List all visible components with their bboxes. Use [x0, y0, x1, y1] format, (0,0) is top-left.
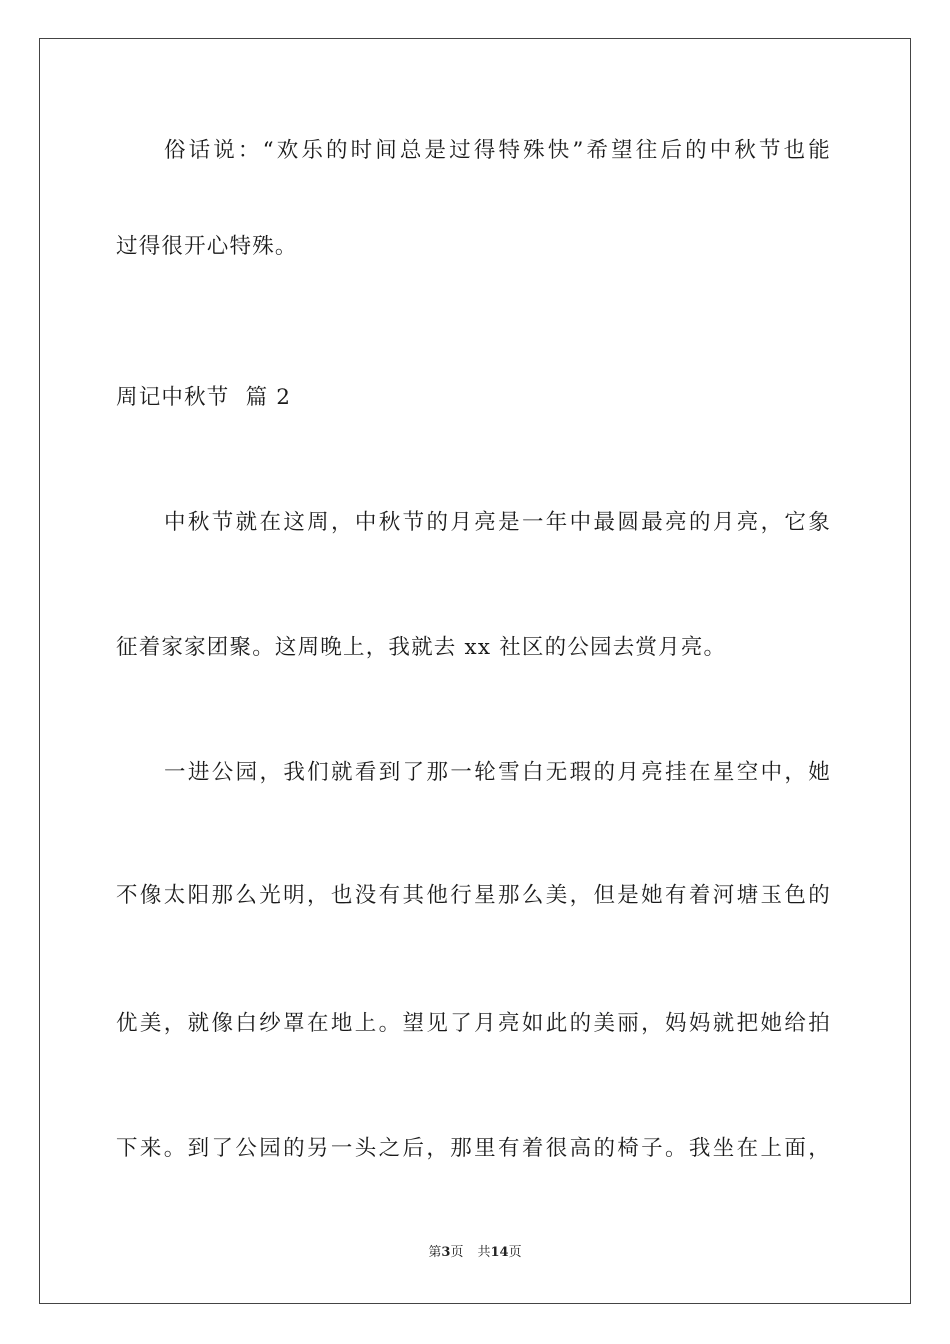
page-suffix: 页 [450, 1245, 464, 1260]
page-footer [0, 1244, 950, 1262]
paragraph-line: 不像太阳那么光明，也没有其他行星那么美，但是她有着河塘玉色的 [116, 883, 831, 908]
paragraph-line: 优美，就像白纱罩在地上。望见了月亮如此的美丽，妈妈就把她给拍 [116, 1011, 831, 1036]
total-prefix: 共 [477, 1245, 491, 1260]
paragraph-line: 下来。到了公园的另一头之后，那里有着很高的椅子。我坐在上面， [116, 1136, 831, 1161]
page-frame [39, 38, 911, 1304]
current-page-number: 3 [441, 1245, 451, 1260]
paragraph-line: 中秋节就在这周，中秋节的月亮是一年中最圆最亮的月亮，它象 [164, 510, 831, 535]
total-suffix: 页 [508, 1245, 522, 1260]
paragraph-line: 过得很开心特殊。 [116, 234, 298, 259]
paragraph-line: 俗话说：“欢乐的时间总是过得特殊快”希望往后的中秋节也能 [164, 138, 831, 163]
total-pages-number: 14 [490, 1245, 509, 1260]
page-prefix: 第 [428, 1245, 442, 1260]
section-heading: 周记中秋节 篇 2 [116, 385, 292, 410]
paragraph-line: 征着家家团聚。这周晚上，我就去 xx 社区的公园去赏月亮。 [116, 635, 727, 660]
paragraph-line: 一进公园，我们就看到了那一轮雪白无瑕的月亮挂在星空中，她 [164, 760, 831, 785]
